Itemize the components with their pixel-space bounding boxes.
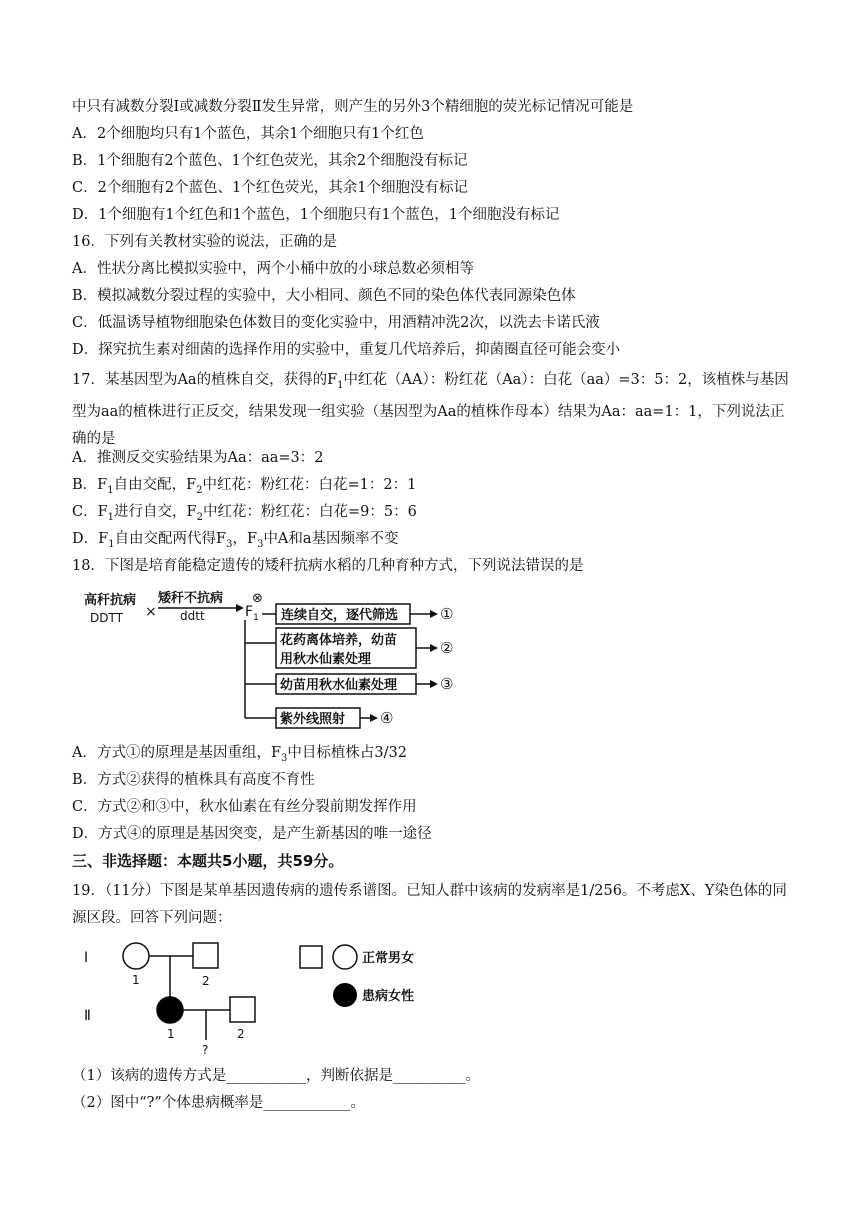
q17-option-d xyxy=(72,529,399,555)
q16-option-a: A．性状分离比模拟实验中，两个小桶中放的小球总数必须相等 xyxy=(72,261,474,277)
q19-stem: 19．（11分）下图是某单基因遗传病的遗传系谱图。已知人群中该病的发病率是1/256。不考虑X、Y染色体的同源区段。回答下列问题： xyxy=(72,883,787,926)
i2-number: 2 xyxy=(202,974,210,988)
box-uv-text: 紫外线照射 xyxy=(280,712,346,727)
legend-female-circle xyxy=(333,945,357,969)
q17-option-c xyxy=(72,502,417,528)
q15-option-c: C．2个细胞有2个蓝色、1个红色荧光，其余1个细胞没有标记 xyxy=(72,180,468,196)
pedigree-chart xyxy=(80,932,440,1060)
q16-option-b: B．模拟减数分裂过程的实验中，大小相同、颜色不同的染色体代表同源染色体 xyxy=(72,288,576,304)
legend-normal-label: 正常男女 xyxy=(362,951,415,966)
q17-option-b xyxy=(72,475,416,501)
arrowhead-2 xyxy=(430,644,438,652)
text-part: 中A和a基因频率不变 xyxy=(263,531,399,547)
q15-option-b: B．1个细胞有2个蓝色、1个红色荧光，其余2个细胞没有标记 xyxy=(72,153,468,169)
q18-option-c: C．方式②和③中，秋水仙素在有丝分裂前期发挥作用 xyxy=(72,799,417,815)
text-part: D．F xyxy=(72,531,109,547)
breeding-diagram xyxy=(84,588,474,738)
sub-part: 3 xyxy=(226,538,233,550)
arrowhead-3 xyxy=(430,680,438,688)
sub-part: 2 xyxy=(196,484,203,496)
text-part: 自由交配，F xyxy=(113,477,197,493)
f1-text: F xyxy=(245,604,254,620)
sub-part: 2 xyxy=(196,511,203,523)
q16-option-c: C．低温诱导植物细胞染色体数目的变化实验中，用酒精冲洗2次，以洗去卡诺氏液 xyxy=(72,315,600,331)
result-1: ① xyxy=(440,605,454,623)
q19-sub-question-2: （2）图中“?”个体患病概率是____________。 xyxy=(72,1095,365,1111)
text-part: ，F xyxy=(232,531,258,547)
sub-part: 1 xyxy=(107,484,114,496)
q17-stem-part: 17．某基因型为Aa的植株自交，获得的F xyxy=(72,372,338,388)
parent2-label: 矮秆不抗病 xyxy=(158,591,224,606)
parent2-genotype: ddtt xyxy=(180,609,205,623)
q17-stem-sub: 1 xyxy=(337,379,344,391)
result-2: ② xyxy=(440,639,454,657)
arrowhead-4 xyxy=(370,714,378,722)
q18-stem: 18．下图是培育能稳定遗传的矮秆抗病水稻的几种育种方式，下列说法错误的是 xyxy=(72,558,584,574)
q19-sub-question-1: （1）该病的遗传方式是___________，判断依据是__________。 xyxy=(72,1068,480,1084)
q18-option-a xyxy=(72,743,407,769)
f1-label xyxy=(245,604,259,623)
legend-affected-label: 患病女性 xyxy=(362,989,415,1004)
q17-stem-part: 中红花（AA）：粉红花（Aa）：白花（aa）=3：5：2，该植株与基因型为aa的植株进行正反交，结果发现一组实验（基因型为Aa的植株作母本）结果为Aa：aa=1：1，下列说法正确的是 xyxy=(72,372,789,447)
q16-stem: 16．下列有关教材实验的说法，正确的是 xyxy=(72,234,337,250)
q15-option-d: D．1个细胞有1个红色和1个蓝色，1个细胞只有1个蓝色，1个细胞没有标记 xyxy=(72,207,560,223)
parent1-label: 高秆抗病 xyxy=(84,593,137,608)
q17-option-a: A．推测反交实验结果为Aa：aa=3：2 xyxy=(72,450,324,466)
q17-stem xyxy=(72,367,792,453)
generation-2-label: Ⅱ xyxy=(84,1008,91,1024)
i1-number: 1 xyxy=(132,973,140,987)
q15-stem-tail: 中只有减数分裂Ⅰ或减数分裂Ⅱ发生异常，则产生的另外3个精细胞的荧光标记情况可能是 xyxy=(72,99,634,115)
q15-option-a: A．2个细胞均只有1个蓝色，其余1个细胞只有1个红色 xyxy=(72,126,424,142)
text-part: 中目标植株占3/32 xyxy=(287,745,407,761)
result-3: ③ xyxy=(440,675,454,693)
legend-male-square xyxy=(300,946,322,968)
ii1-number: 1 xyxy=(167,1027,175,1041)
normal-male-symbol xyxy=(193,943,218,968)
text-part: 中红花：粉红花：白花=9：5：6 xyxy=(202,504,417,520)
normal-male-symbol xyxy=(230,997,255,1022)
q18-option-b: B．方式②获得的植株具有高度不育性 xyxy=(72,772,315,788)
sub-part: 3 xyxy=(281,752,288,764)
result-4: ④ xyxy=(380,709,394,727)
arrowhead-1 xyxy=(430,610,438,618)
text-part: A．方式①的原理是基因重组，F xyxy=(72,745,282,761)
f1-sub: 1 xyxy=(253,613,259,623)
affected-female-symbol xyxy=(157,997,183,1023)
box-selfing-text: 连续自交，逐代筛选 xyxy=(281,608,399,623)
cross-symbol: × xyxy=(145,604,157,620)
cross-arrowhead xyxy=(236,604,244,612)
sub-part: 3 xyxy=(257,538,264,550)
parent1-genotype: DDTT xyxy=(90,611,123,625)
selfing-symbol: ⊗ xyxy=(252,591,263,606)
ii2-number: 2 xyxy=(237,1027,245,1041)
text-part: C．F xyxy=(72,504,108,520)
text-part: 自由交配两代得F xyxy=(114,531,227,547)
generation-1-label: Ⅰ xyxy=(84,950,89,966)
q16-option-d: D．探究抗生素对细菌的选择作用的实验中，重复几代培养后，抑菌圈直径可能会变小 xyxy=(72,342,621,358)
q18-option-d: D．方式④的原理是基因突变，是产生新基因的唯一途径 xyxy=(72,826,432,842)
text-part: 进行自交，F xyxy=(114,504,197,520)
box-anther-line2: 用秋水仙素处理 xyxy=(280,652,372,667)
unknown-offspring-label: ? xyxy=(202,1043,209,1057)
text-part: B．F xyxy=(72,477,108,493)
sub-part: 1 xyxy=(107,511,115,523)
section-heading: 三、非选择题：本题共5小题，共59分。 xyxy=(72,852,344,870)
text-part: 中红花：粉红花：白花=1：2：1 xyxy=(202,477,417,493)
box-colchicine-text: 幼苗用秋水仙素处理 xyxy=(280,678,398,693)
normal-female-symbol xyxy=(123,943,149,969)
legend-affected-circle xyxy=(333,983,357,1007)
sub-part: 1 xyxy=(108,538,115,550)
box-anther-line1: 花药离体培养，幼苗 xyxy=(280,633,398,648)
